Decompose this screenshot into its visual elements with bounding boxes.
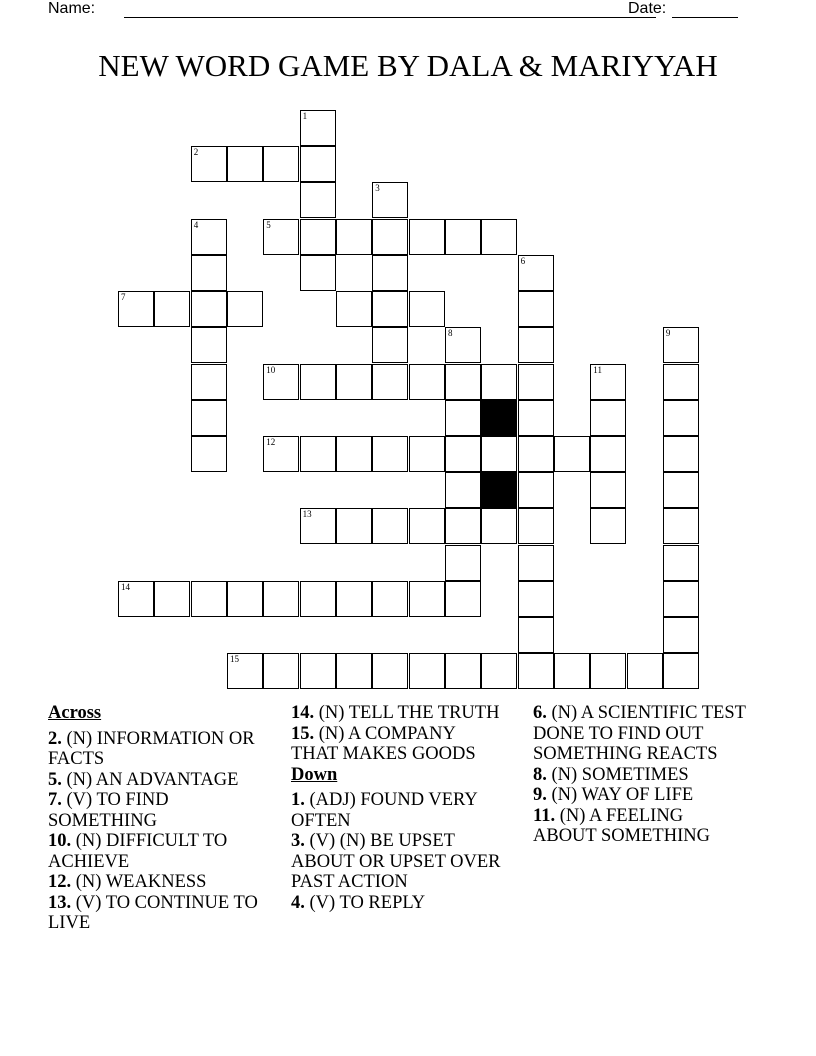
clue-column-3: [533, 703, 748, 847]
crossword-cell[interactable]: [154, 291, 190, 327]
crossword-cell[interactable]: [191, 146, 227, 182]
crossword-cell[interactable]: [445, 364, 481, 400]
crossword-cell[interactable]: [300, 182, 336, 218]
clue-text: (N) A FEELING ABOUT SOMETHING: [533, 805, 710, 846]
black-cell: [481, 472, 517, 508]
crossword-cell[interactable]: [590, 436, 626, 472]
crossword-cell[interactable]: [445, 508, 481, 544]
crossword-cell[interactable]: [663, 327, 699, 363]
black-cell: [481, 400, 517, 436]
clue-column-2: [291, 703, 506, 913]
cell-number: 14: [121, 581, 130, 592]
crossword-cell[interactable]: [518, 617, 554, 653]
crossword-cell[interactable]: [518, 364, 554, 400]
clue-number: 11.: [533, 805, 556, 826]
clue-number: 10.: [48, 831, 72, 851]
cell-number: 8: [448, 328, 453, 339]
crossword-cell[interactable]: [263, 436, 299, 472]
crossword-cell[interactable]: [227, 581, 263, 617]
down-heading: Down: [291, 764, 338, 785]
clue-text: (N) A SCIENTIFIC TEST DONE TO FIND OUT SOMETHING REACTS: [533, 703, 746, 764]
clue-number: 12.: [48, 872, 72, 892]
crossword-cell[interactable]: [191, 327, 227, 363]
crossword-cell[interactable]: [627, 653, 663, 689]
crossword-cell[interactable]: [263, 219, 299, 255]
cell-number: 12: [266, 437, 276, 447]
across-clue: [48, 893, 263, 934]
cell-number: 11: [593, 364, 602, 375]
crossword-cell[interactable]: [409, 436, 445, 472]
crossword-cell[interactable]: [481, 508, 517, 544]
crossword-cell[interactable]: [663, 508, 699, 544]
crossword-cell[interactable]: [445, 436, 481, 472]
crossword-cell[interactable]: [663, 400, 699, 436]
crossword-cell[interactable]: [300, 255, 336, 291]
clue-text: (V) (N) BE UPSET ABOUT OR UPSET OVER PAST ACTION: [291, 831, 501, 892]
clue-column-1: [48, 703, 263, 934]
crossword-cell[interactable]: [481, 436, 517, 472]
crossword-cell[interactable]: [518, 653, 554, 689]
clue-text: (N) TELL THE TRUTH: [314, 703, 500, 723]
crossword-cell[interactable]: [191, 291, 227, 327]
crossword-cell[interactable]: [372, 182, 408, 218]
clue-text: (N) SOMETIMES: [546, 764, 689, 785]
crossword-cell[interactable]: [263, 364, 299, 400]
crossword-cell[interactable]: [372, 364, 408, 400]
crossword-cell[interactable]: [518, 400, 554, 436]
cell-number: 7: [121, 292, 126, 303]
crossword-cell[interactable]: [445, 219, 481, 255]
crossword-cell[interactable]: [372, 508, 408, 544]
crossword-cell[interactable]: [518, 327, 554, 363]
crossword-cell[interactable]: [300, 581, 336, 617]
crossword-cell[interactable]: [481, 364, 517, 400]
crossword-cell[interactable]: [445, 327, 481, 363]
crossword-cell[interactable]: [300, 219, 336, 255]
crossword-cell[interactable]: [372, 653, 408, 689]
down-clue: [533, 765, 748, 786]
crossword-cell[interactable]: [300, 508, 336, 544]
crossword-cell[interactable]: [372, 327, 408, 363]
crossword-cell[interactable]: [227, 291, 263, 327]
crossword-cell[interactable]: [409, 219, 445, 255]
crossword-cell[interactable]: [409, 364, 445, 400]
crossword-cell[interactable]: [663, 472, 699, 508]
crossword-cell[interactable]: [663, 581, 699, 617]
crossword-cell[interactable]: [445, 400, 481, 436]
clue-number: 3.: [291, 831, 305, 851]
crossword-cell[interactable]: [663, 617, 699, 653]
crossword-cell[interactable]: [518, 255, 554, 291]
clue-text: (N) WEAKNESS: [71, 872, 207, 892]
crossword-cell[interactable]: [336, 508, 372, 544]
clue-text: (N) DIFFICULT TO ACHIEVE: [48, 831, 228, 872]
clue-number: 9.: [533, 785, 547, 805]
crossword-cell[interactable]: [300, 364, 336, 400]
clue-number: 7.: [48, 790, 62, 810]
clue-number: 6.: [533, 703, 547, 723]
crossword-cell[interactable]: [372, 219, 408, 255]
cell-number: 9: [665, 328, 671, 339]
clue-number: 8.: [533, 764, 547, 785]
crossword-cell[interactable]: [300, 110, 336, 146]
crossword-cell[interactable]: [409, 653, 445, 689]
crossword-cell[interactable]: [227, 146, 263, 182]
clue-text: (N) A COMPANY THAT MAKES GOODS: [291, 723, 476, 764]
crossword-cell[interactable]: [263, 581, 299, 617]
crossword-cell[interactable]: [409, 581, 445, 617]
name-label: Name:: [48, 0, 96, 17]
clue-text: (N) WAY OF LIFE: [546, 785, 694, 805]
down-clue: [533, 806, 748, 847]
cell-number: 2: [193, 147, 199, 158]
crossword-cell[interactable]: [300, 653, 336, 689]
crossword-cell[interactable]: [481, 219, 517, 255]
crossword-cell[interactable]: [336, 364, 372, 400]
crossword-cell[interactable]: [590, 472, 626, 508]
crossword-cell[interactable]: [372, 255, 408, 291]
crossword-cell[interactable]: [409, 508, 445, 544]
crossword-cell[interactable]: [409, 291, 445, 327]
crossword-cell[interactable]: [372, 291, 408, 327]
crossword-cell[interactable]: [590, 508, 626, 544]
crossword-cell[interactable]: [263, 146, 299, 182]
page-title: NEW WORD GAME BY DALA & MARIYYAH: [98, 48, 718, 83]
crossword-cell[interactable]: [663, 364, 699, 400]
down-clue: [291, 831, 506, 893]
across-clue: [48, 872, 263, 893]
crossword-cell[interactable]: [590, 653, 626, 689]
cell-number: 10: [266, 364, 276, 375]
clue-text: (V) TO REPLY: [304, 892, 426, 913]
clue-number: 4.: [291, 892, 305, 913]
crossword-cell[interactable]: [118, 581, 154, 617]
across-clue: [291, 703, 506, 724]
cell-number: 1: [302, 111, 308, 121]
cell-number: 13: [302, 509, 312, 520]
crossword-cell[interactable]: [336, 436, 372, 472]
crossword-cell[interactable]: [445, 653, 481, 689]
crossword-cell[interactable]: [191, 255, 227, 291]
crossword-cell[interactable]: [663, 436, 699, 472]
crossword-cell[interactable]: [554, 653, 590, 689]
clue-number: 14.: [291, 703, 315, 723]
down-clue: [533, 785, 748, 806]
down-clue: [291, 790, 506, 831]
across-clue: [48, 790, 263, 831]
cell-number: 5: [266, 219, 271, 230]
clue-number: 1.: [291, 790, 305, 810]
across-clue: [48, 729, 263, 770]
crossword-cell[interactable]: [191, 581, 227, 617]
crossword-cell[interactable]: [663, 545, 699, 581]
cell-number: 15: [230, 654, 239, 665]
crossword-cell[interactable]: [518, 436, 554, 472]
clue-text: (ADJ) FOUND VERY OFTEN: [291, 790, 478, 831]
crossword-cell[interactable]: [336, 291, 372, 327]
crossword-cell[interactable]: [336, 653, 372, 689]
clue-text: (V) TO FIND SOMETHING: [48, 790, 169, 831]
crossword-cell[interactable]: [445, 472, 481, 508]
crossword-cell[interactable]: [372, 581, 408, 617]
clue-text: (V) TO CONTINUE TO LIVE: [48, 892, 258, 933]
across-clue: [48, 770, 263, 791]
crossword-cell[interactable]: [336, 219, 372, 255]
crossword-cell[interactable]: [518, 508, 554, 544]
cell-number: 4: [193, 219, 199, 230]
crossword-cell[interactable]: [191, 436, 227, 472]
across-heading: Across: [48, 703, 102, 723]
clue-text: (N) AN ADVANTAGE: [61, 769, 239, 790]
crossword-cell[interactable]: [118, 291, 154, 327]
crossword-cell[interactable]: [227, 653, 263, 689]
crossword-cell[interactable]: [518, 545, 554, 581]
date-label: Date:: [628, 0, 667, 17]
crossword-cell[interactable]: [154, 581, 190, 617]
crossword-cell[interactable]: [191, 364, 227, 400]
crossword-cell[interactable]: [336, 581, 372, 617]
clue-number: 15.: [291, 723, 315, 744]
crossword-cell[interactable]: [554, 436, 590, 472]
crossword-cell[interactable]: [663, 653, 699, 689]
down-clue: [533, 703, 748, 765]
clue-number: 5.: [48, 769, 62, 790]
crossword-cell[interactable]: [263, 653, 299, 689]
across-clue: [48, 831, 263, 872]
clue-text: (N) INFORMATION OR FACTS: [48, 728, 255, 769]
crossword-cell[interactable]: [518, 291, 554, 327]
crossword-cell[interactable]: [445, 581, 481, 617]
crossword-cell[interactable]: [518, 581, 554, 617]
crossword-cell[interactable]: [191, 219, 227, 255]
crossword-cell[interactable]: [445, 545, 481, 581]
crossword-cell[interactable]: [590, 364, 626, 400]
clue-number: 2.: [48, 728, 62, 749]
across-clue: [291, 724, 506, 765]
crossword-cell[interactable]: [372, 436, 408, 472]
crossword-cell[interactable]: [518, 472, 554, 508]
crossword-cell[interactable]: [481, 653, 517, 689]
crossword-cell[interactable]: [191, 400, 227, 436]
crossword-cell[interactable]: [300, 436, 336, 472]
down-clue: [291, 893, 506, 914]
clue-number: 13.: [48, 892, 72, 913]
crossword-cell[interactable]: [590, 400, 626, 436]
crossword-cell[interactable]: [300, 146, 336, 182]
cell-number: 3: [375, 183, 380, 194]
cell-number: 6: [520, 255, 526, 266]
